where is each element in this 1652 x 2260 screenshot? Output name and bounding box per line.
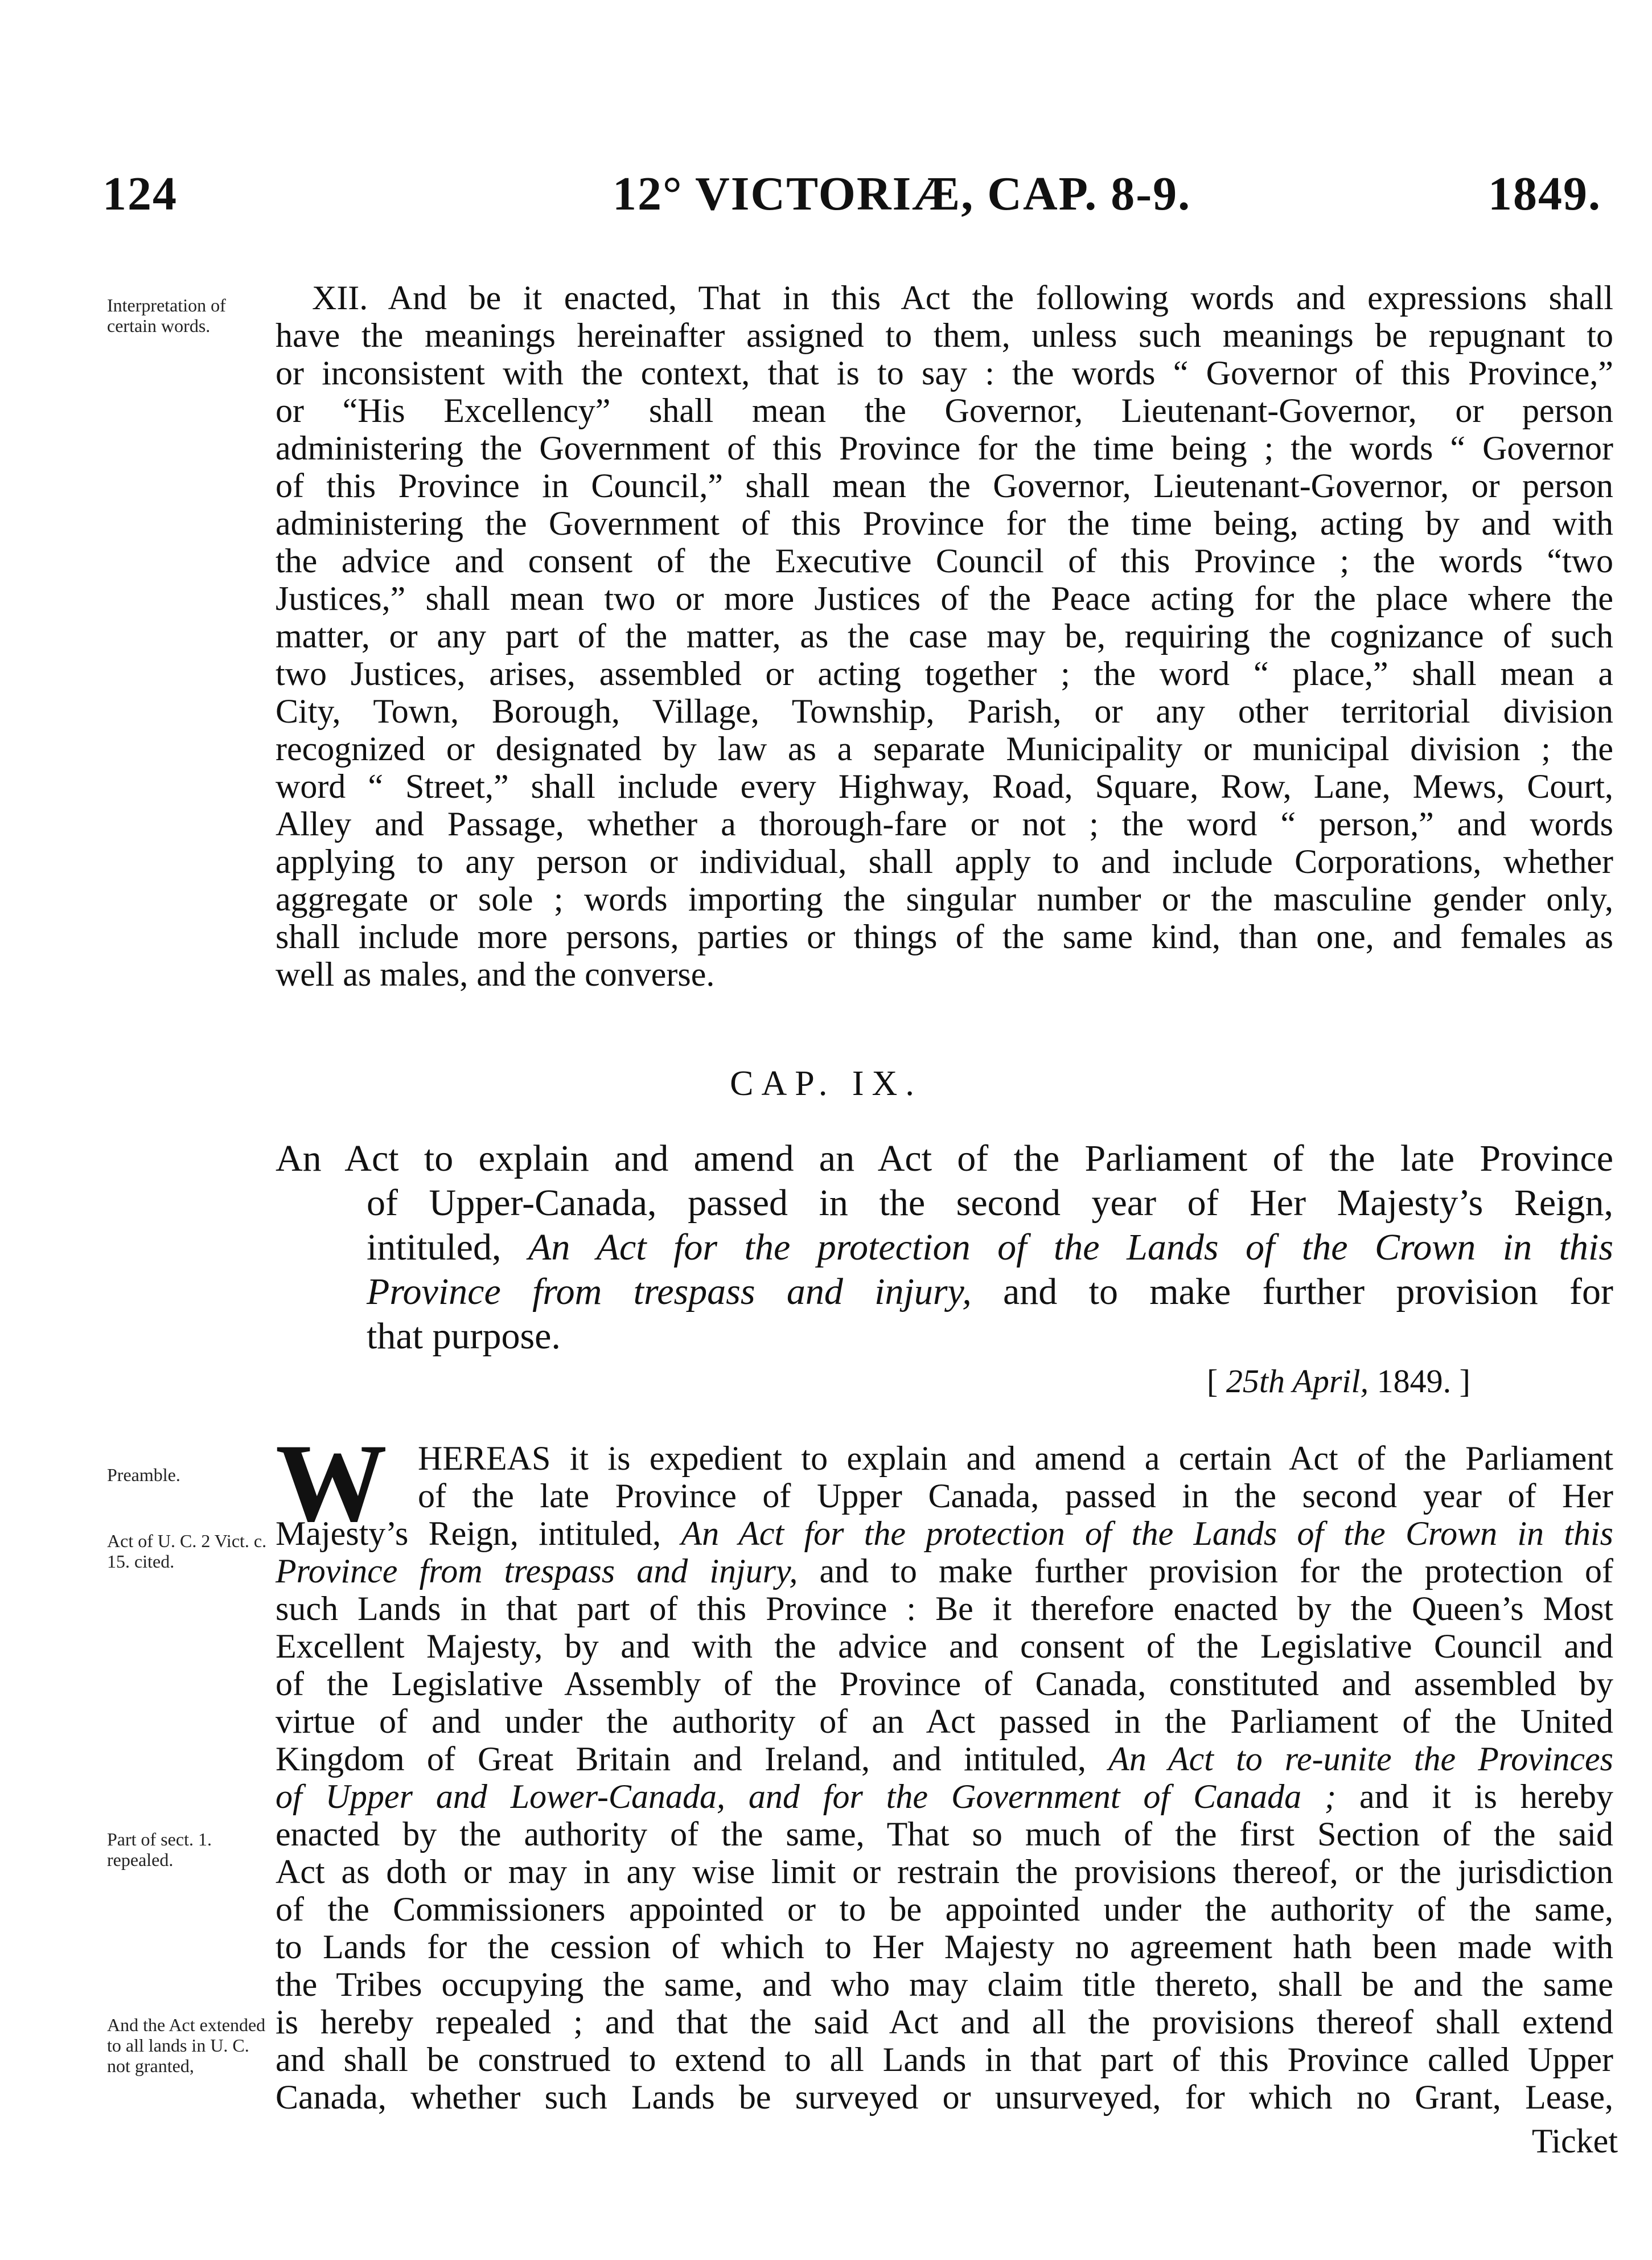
running-year: 1849. <box>1488 167 1601 220</box>
margin-note-extended: And the Act extended to all lands in U. C. not granted, <box>107 2015 266 2076</box>
act-title <box>276 1137 1613 1359</box>
text-line: Alley and Passage, whether a thorough-fare or not ; the word “ person,” and words <box>276 805 1613 843</box>
date-bracket-open: [ <box>1207 1363 1226 1400</box>
text-span: and to make further provision for the protection of <box>798 1552 1613 1590</box>
text-line <box>276 1778 1613 1815</box>
text-line: word “ Street,” shall include every Highway, Road, Square, Row, Lane, Mews, Court, <box>276 768 1613 805</box>
italic-span: An Act for the protection of the Lands of the Crown in this <box>681 1515 1613 1552</box>
text-line: administering the Government of this Province for the time being, acting by and with <box>276 504 1613 542</box>
text-line: Justices,” shall mean two or more Justices of the Peace acting for the place where the <box>276 580 1613 617</box>
italic-span: Province from trespass and injury, <box>276 1552 798 1590</box>
section-xii <box>276 279 1613 993</box>
text-line: applying to any person or individual, shall apply to and include Corporations, whether <box>276 843 1613 880</box>
text-line: two Justices, arises, assembled or acting together ; the word “ place,” shall mean a <box>276 655 1613 692</box>
act-title-text: and to make further provision for <box>971 1271 1614 1312</box>
assent-date <box>1207 1362 1470 1400</box>
act-title-line <box>276 1225 1613 1270</box>
italic-span: of Upper and Lower-Canada, and for the Government of Canada ; <box>276 1778 1337 1815</box>
text-line: Excellent Majesty, by and with the advice and consent of the Legislative Council and <box>276 1627 1613 1665</box>
text-line: aggregate or sole ; words importing the singular number or the masculine gender only, <box>276 880 1613 918</box>
text-span: and it is hereby <box>1336 1778 1613 1815</box>
text-line: is hereby repealed ; and that the said Act and all the provisions thereof shall extend <box>276 2003 1613 2041</box>
text-line: the Tribes occupying the same, and who may claim title thereto, shall be and the same <box>276 1966 1613 2003</box>
text-line: of the Commissioners appointed or to be appointed under the authority of the same, <box>276 1890 1613 1928</box>
act-title-text: intituled, <box>367 1227 528 1268</box>
text-line: of the Legislative Assembly of the Province of Canada, constituted and assembled by <box>276 1665 1613 1703</box>
text-line: enacted by the authority of the same, That so much of the first Section of the said <box>276 1815 1613 1853</box>
act-title-line: of Upper-Canada, passed in the second year of Her Majesty’s Reign, <box>367 1182 1613 1224</box>
text-line: and shall be construed to extend to all Lands in that part of this Province called Upper <box>276 2041 1613 2078</box>
text-line: such Lands in that part of this Province : Be it therefore enacted by the Queen’s Most <box>276 1590 1613 1627</box>
act-title-italic: An Act for the protection of the Lands of the Crown in this <box>528 1227 1613 1268</box>
text-span: Majesty’s Reign, intituled, <box>276 1515 681 1552</box>
catch-word: Ticket <box>1531 2122 1618 2160</box>
margin-note-interpretation: Interpretation of certain words. <box>107 295 226 336</box>
running-title: 12° VICTORIÆ, CAP. 8-9. <box>613 167 1191 220</box>
text-line <box>276 1740 1613 1778</box>
text-line: to Lands for the cession of which to Her Majesty no agreement hath been made with <box>276 1928 1613 1966</box>
italic-span: An Act to re-unite the Provinces <box>1108 1740 1613 1778</box>
text-line: shall include more persons, parties or things of the same kind, than one, and females as <box>276 918 1613 955</box>
chapter-heading: CAP. IX. <box>730 1064 922 1103</box>
act-title-line: An Act to explain and amend an Act of the Parliament of the late Province <box>276 1138 1613 1179</box>
text-line: or inconsistent with the context, that is to say : the words “ Governor of this Province,” <box>276 354 1613 392</box>
page-number: 124 <box>102 167 178 220</box>
text-line: administering the Government of this Province for the time being ; the words “ Governor <box>276 429 1613 467</box>
text-line: Act as doth or may in any wise limit or restrain the provisions thereof, or the jurisdiction <box>276 1853 1613 1890</box>
text-line: recognized or designated by law as a separate Municipality or municipal division ; the <box>276 730 1613 768</box>
text-line: virtue of and under the authority of an Act passed in the Parliament of the United <box>276 1703 1613 1740</box>
text-line: matter, or any part of the matter, as the case may be, requiring the cognizance of such <box>276 617 1613 655</box>
text-line: of this Province in Council,” shall mean the Governor, Lieutenant-Governor, or person <box>276 467 1613 504</box>
text-line <box>276 1552 1613 1590</box>
drop-cap: W <box>276 1421 387 1545</box>
text-line: of the late Province of Upper Canada, passed in the second year of Her <box>418 1477 1613 1515</box>
act-title-italic: Province from trespass and injury, <box>367 1271 972 1312</box>
margin-note-preamble: Preamble. <box>107 1465 180 1485</box>
preamble <box>276 1439 1613 2116</box>
date-day: 25th April, <box>1226 1363 1369 1400</box>
date-year: 1849. ] <box>1369 1363 1470 1400</box>
text-line: HEREAS it is expedient to explain and amend a certain Act of the Parliament <box>418 1439 1613 1477</box>
text-line: or “His Excellency” shall mean the Governor, Lieutenant-Governor, or person <box>276 392 1613 429</box>
text-span: Kingdom of Great Britain and Ireland, and intituled, <box>276 1740 1109 1778</box>
text-line: well as males, and the converse. <box>276 955 715 993</box>
text-line <box>276 1515 1613 1552</box>
margin-note-part-repealed: Part of sect. 1. repealed. <box>107 1829 212 1870</box>
text-line: have the meanings hereinafter assigned to them, unless such meanings be repugnant to <box>276 317 1613 354</box>
act-title-line <box>276 1270 1613 1314</box>
text-line: Canada, whether such Lands be surveyed or unsurveyed, for which no Grant, Lease, <box>276 2078 1613 2116</box>
text-line: City, Town, Borough, Village, Township, Parish, or any other territorial division <box>276 692 1613 730</box>
act-title-line: that purpose. <box>367 1315 561 1357</box>
text-line: XII. And be it enacted, That in this Act the following words and expressions shall <box>312 279 1613 317</box>
margin-note-act-cited: Act of U. C. 2 Vict. c. 15. cited. <box>107 1531 267 1572</box>
text-line: the advice and consent of the Executive Council of this Province ; the words “two <box>276 542 1613 580</box>
